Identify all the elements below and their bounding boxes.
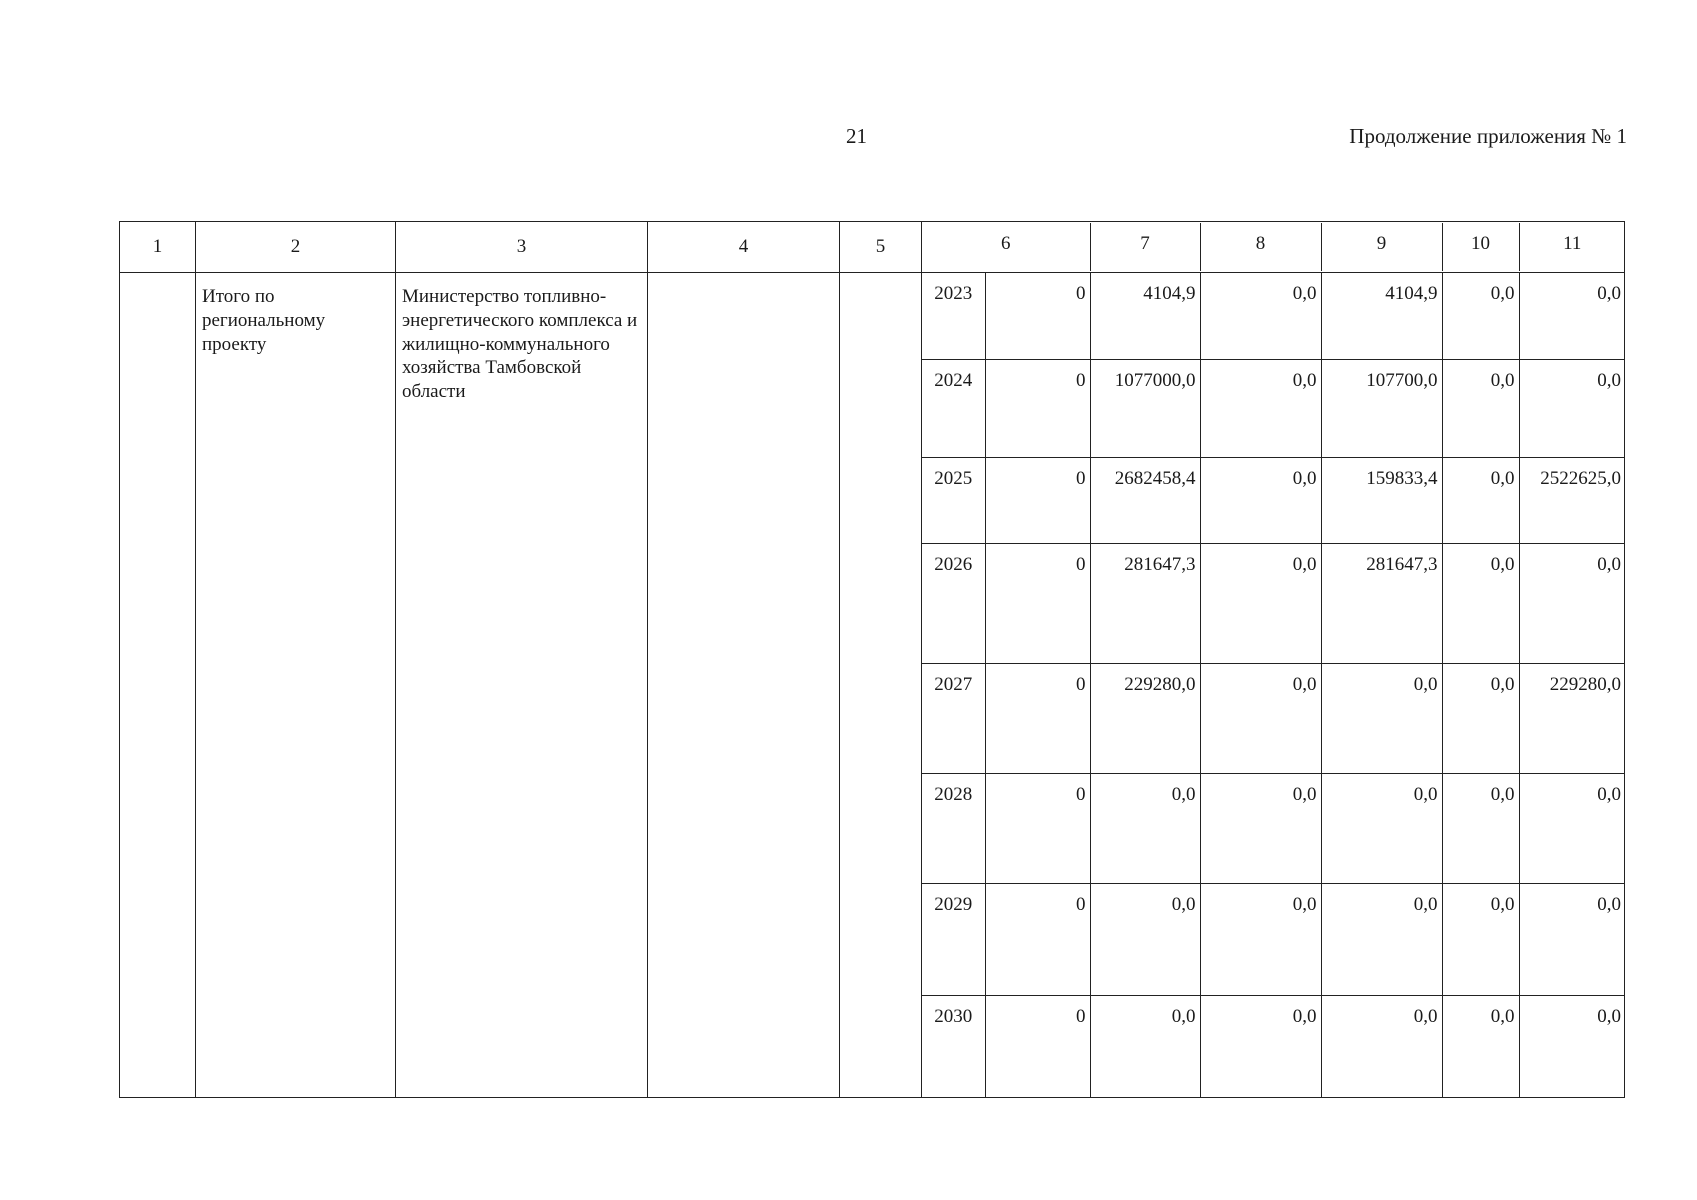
year-row (922, 995, 1625, 1097)
column-numbers-6-11 (922, 222, 1625, 273)
col10-value: 0,0 (1442, 543, 1519, 663)
year-cell: 2023 (922, 273, 985, 359)
col11-value: 0,0 (1519, 543, 1625, 663)
col11-value: 2522625,0 (1519, 457, 1625, 543)
col11-value: 0,0 (1519, 773, 1625, 883)
column-number-11: 11 (1519, 223, 1625, 271)
col7-value: 0,0 (1090, 773, 1200, 883)
responsible-organization-cell: Министерство топливно-энергетического комплекса и жилищно-коммунального хозяйства Тамбовской области (396, 273, 648, 1098)
col9-value: 0,0 (1321, 663, 1442, 773)
col7-value: 2682458,4 (1090, 457, 1200, 543)
col9-value: 281647,3 (1321, 543, 1442, 663)
col11-value: 0,0 (1519, 359, 1625, 457)
col8-value: 0,0 (1200, 457, 1321, 543)
col8-value: 0,0 (1200, 995, 1321, 1097)
col8-value: 0,0 (1200, 773, 1321, 883)
column-5-cell (840, 273, 922, 1098)
col9-value: 159833,4 (1321, 457, 1442, 543)
column-number-6: 6 (922, 223, 1090, 271)
col7-value: 0,0 (1090, 883, 1200, 995)
column-number-7: 7 (1090, 223, 1200, 271)
year-cell: 2030 (922, 995, 985, 1097)
column-number-5: 5 (840, 222, 922, 273)
row-number-cell (120, 273, 196, 1098)
col10-value: 0,0 (1442, 457, 1519, 543)
column-number-10: 10 (1442, 223, 1519, 271)
column-number-2: 2 (196, 222, 396, 273)
year-cell: 2028 (922, 773, 985, 883)
col6-value: 0 (985, 543, 1090, 663)
year-cell: 2027 (922, 663, 985, 773)
column-number-row (120, 222, 1625, 273)
year-cell: 2024 (922, 359, 985, 457)
col11-value: 0,0 (1519, 273, 1625, 359)
column-number-9: 9 (1321, 223, 1442, 271)
col9-value: 0,0 (1321, 883, 1442, 995)
year-row (922, 663, 1625, 773)
col6-value: 0 (985, 663, 1090, 773)
col8-value: 0,0 (1200, 663, 1321, 773)
col9-value: 107700,0 (1321, 359, 1442, 457)
col8-value: 0,0 (1200, 543, 1321, 663)
column-number-4: 4 (648, 222, 840, 273)
yearly-financing-cell (922, 273, 1625, 1098)
col6-value: 0 (985, 883, 1090, 995)
col6-value: 0 (985, 273, 1090, 359)
col11-value: 229280,0 (1519, 663, 1625, 773)
col8-value: 0,0 (1200, 273, 1321, 359)
col10-value: 0,0 (1442, 995, 1519, 1097)
col7-value: 229280,0 (1090, 663, 1200, 773)
year-row (922, 883, 1625, 995)
year-cell: 2026 (922, 543, 985, 663)
column-number-3: 3 (396, 222, 648, 273)
col6-value: 0 (985, 457, 1090, 543)
column-number-8: 8 (1200, 223, 1321, 271)
col7-value: 4104,9 (1090, 273, 1200, 359)
table-row (120, 273, 1625, 1098)
col9-value: 0,0 (1321, 773, 1442, 883)
col7-value: 1077000,0 (1090, 359, 1200, 457)
year-row (922, 773, 1625, 883)
col7-value: 281647,3 (1090, 543, 1200, 663)
column-number-subtable (922, 223, 1625, 271)
col6-value: 0 (985, 359, 1090, 457)
col10-value: 0,0 (1442, 773, 1519, 883)
col10-value: 0,0 (1442, 273, 1519, 359)
year-row (922, 543, 1625, 663)
year-cell: 2029 (922, 883, 985, 995)
col10-value: 0,0 (1442, 883, 1519, 995)
col9-value: 4104,9 (1321, 273, 1442, 359)
col9-value: 0,0 (1321, 995, 1442, 1097)
year-row (922, 457, 1625, 543)
col6-value: 0 (985, 995, 1090, 1097)
appendix-note: Продолжение приложения № 1 (1349, 124, 1627, 148)
col8-value: 0,0 (1200, 883, 1321, 995)
col10-value: 0,0 (1442, 359, 1519, 457)
col10-value: 0,0 (1442, 663, 1519, 773)
column-number-1: 1 (120, 222, 196, 273)
column-4-cell (648, 273, 840, 1098)
year-row (922, 273, 1625, 359)
budget-table (119, 221, 1625, 1098)
page-number: 21 (846, 124, 867, 148)
year-row (922, 359, 1625, 457)
year-cell: 2025 (922, 457, 985, 543)
col7-value: 0,0 (1090, 995, 1200, 1097)
row-title-cell: Итого по региональному проекту (196, 273, 396, 1098)
col6-value: 0 (985, 773, 1090, 883)
col11-value: 0,0 (1519, 883, 1625, 995)
col11-value: 0,0 (1519, 995, 1625, 1097)
yearly-financing-table (922, 273, 1625, 1097)
col8-value: 0,0 (1200, 359, 1321, 457)
